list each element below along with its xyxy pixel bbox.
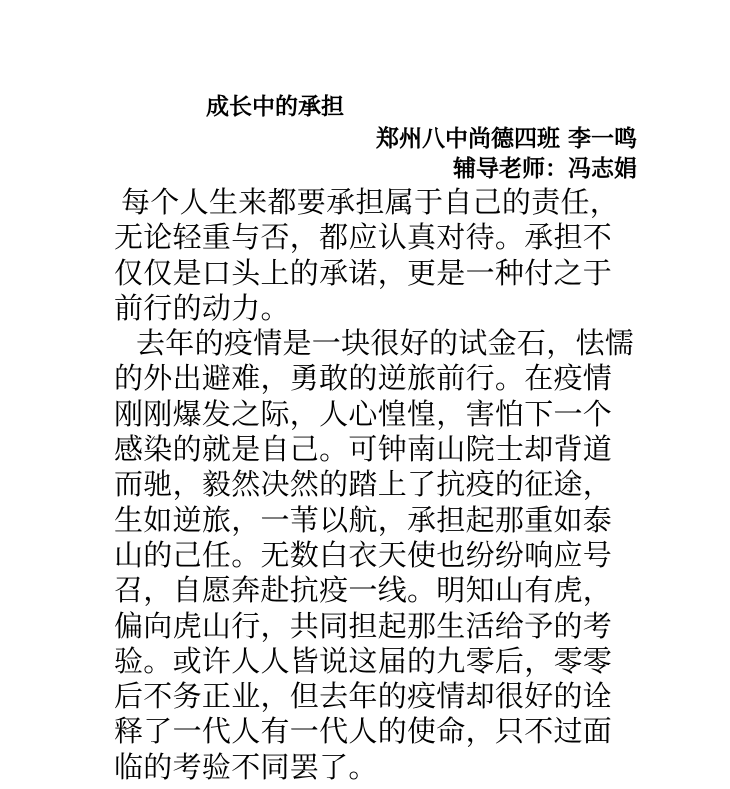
essay-title: 成长中的承担: [206, 94, 344, 120]
paragraph-1: 每个人生来都要承担属于自己的责任，无论轻重与否，都应认真对待。承担不仅仅是口头上的承诺，更是一种付之于前行的动力。: [114, 185, 620, 325]
paragraph-2: 去年的疫情是一块很好的试金石，怯懦的外出避难，勇敢的逆旅前行。在疫情刚刚爆发之际，人心惶惶，害怕下一个感染的就是自己。可钟南山院士却背道而驰，毅然决然的踏上了抗疫的征途，生如逆旅，一苇以航，承担起那重如泰山的己任。无数白衣天使也纷纷响应号召，自愿奔赴抗疫一线。明知山有虎，偏向虎山行，共同担起那生活给予的考验。或许人人皆说这届的九零后，零零后不务正业，但去年的疫情却很好的诠释了一代人有一代人的使命，只不过面临的考验不同罢了。: [114, 326, 635, 784]
author-line: 郑州八中尚德四班 李一鸣: [375, 126, 637, 152]
essay-body: [114, 185, 639, 785]
teacher-line: 辅导老师：冯志娟: [453, 156, 637, 182]
